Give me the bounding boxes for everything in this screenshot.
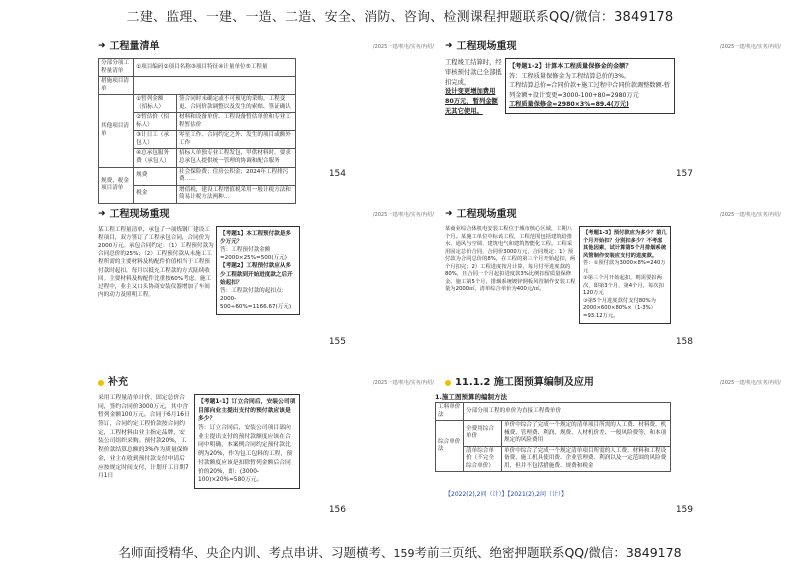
header-banner: 二建、监理、一建、一造、二造、安全、消防、咨询、检测课程押题联系QQ/微信：3849178: [126, 10, 674, 25]
answer-box: 【考题1-2】计算本工程质量保修金的金额？ 答：工程质量保修金为工程结算总价的3%。 工程结算总价=合同价款+施工过程中合同价款调整数额-暂列金额+设计变更=3000-100+80=2980万元 工程质量保修金=2980×3%=89.4(万元): [505, 58, 675, 114]
page-158-title: ➜ 工程现场重现: [445, 209, 517, 221]
page-158: [445, 208, 785, 348]
subsection-title: 1.施工图预算的编制方法: [435, 393, 507, 401]
answer-box: 【考题1-1】订立合同后，安装公司项目部向业主提出支付的预付款应该是多少？ 答：订立合同后，安装公司项目部向业主提出支付的预付款额度应该在合同中明确，本案例合同约定预付款比例为20%，作为包工包料的工程，预付款额度应该是扣除暂列金额后合同价的20%，即：(3000-100)×20%=580万元。: [194, 394, 300, 489]
page-156-title: 补充: [98, 376, 128, 390]
page-156: [98, 376, 438, 516]
page-number: 154: [328, 169, 346, 180]
running-head: /2025一建/机电/实务/冉绍/: [372, 212, 434, 218]
page-number: 157: [675, 169, 693, 180]
page-157-title: ➜ 工程现场重现: [445, 41, 517, 53]
answer-box: 【考题1-3】预付款应为多少？第几个月开始扣？分别扣多少？不考虑其他因素，试计算第5个月排烟系统风管制作安装应支付的进度款。 答：①预付款为3000×8%=240万元 ②第三个月开始起扣，则需要扣两次，即第3个月、第4个月，每次扣120万元 ③第5个月进度款付支付80%为2000×600×80%×（1-3%）=93.12万元。: [579, 226, 671, 324]
footer-banner: 名师面授精华、央企内训、考点串讲、习题横考、159考前三页纸、绝密押题联系QQ/微信：3849178: [118, 545, 682, 560]
scenario-text: 工程竣工结算时，经审核预付款已全部抵扣完成， 设计变更增加费用80万元，暂列金额无其它使用。: [445, 59, 502, 115]
arrow-icon: ➜: [98, 41, 106, 52]
exam-years: 【2022(2),2问（计）】【2021(2),2问（计）】: [445, 491, 567, 498]
page-159-title: 11.1.2 施工图预算编制及应用: [445, 376, 594, 390]
page-number: 158: [675, 337, 693, 348]
page-154-title: ➜ 工程量清单: [98, 41, 160, 53]
scenario-text: 某商业综合体机电安装工程位于城市核心区域，工期八个月。某施工单位中标该工程，工程范围包括建筑给排水、通风与空调、建筑电气和建筑智能化工程。工程采用固定总价合同，合同价3000万元，合同规定：1）预付款为合同总价的8%，在工程的第三个月开始起扣，两个月扣完；2）工程进度按月计算，每月付至进度款的80%，且合同一个月起扣进度款3%比例扣留质量保修金。施工第5个月，排烟系统镀锌钢板风管制作安装工程量为2000㎡，清单综合单价为400元/㎡。: [445, 226, 576, 293]
budget-method-table: 工料单价法 分部分项工程的单价为直接工程费单价 综合单价法 全费用综合单价 单价中综合了完成一个规定的清单项目所需的人工费、材料费、机械费、管理费、利润、规费、人材机价差、一般风险费等，和本项规定的风险费用 清单综合单价（不完全综合单价） 单价中综合了完成一个规定清单项目所需的人工费、材料和工程设备费、施工机具使用费、企业管理费、利润以及一定范围的风险费用，但并不包括措施费、规费和税金: [435, 402, 671, 472]
running-head: /2025一建/机电/实务/冉绍/: [372, 380, 434, 386]
page-number: 155: [328, 337, 346, 348]
bullet-icon: [98, 380, 104, 386]
bill-table: 分部分项工程量清单 ①项目编码②项目名称③项目特征④计量单位⑤工程量 措施项目清单 其他项目清单 ①暂列金额（招标人） 签合同时未确定或不可预见的采购。工程变更、合同价款调整以及发生的索赔、签证确认 ②暂估价（招标人） 材料和设备单价、工程设备暂估单价和专业工程暂估价 ③计日工（承包人） 零星工作、合同约定之外、发生的项目或额外工作 ④总承包服务费（承包人） 招标人单独专业工程发包，甲供材料时，要求总承包人提供统一管理的协调和配合服务 规费、税金项目清单 规费 社会保险费；住房公积金；2024年工程排污费…… 税金 增值税，建设工程增值税采用一般计税方法和简易计税方法两种…: [98, 58, 296, 204]
arrow-icon: ➜: [445, 209, 453, 220]
page-157: [445, 40, 785, 180]
arrow-icon: ➜: [445, 41, 453, 52]
page-154: [98, 40, 438, 201]
page-159: [435, 376, 785, 516]
arrow-icon: ➜: [98, 209, 106, 220]
scenario-text: 某工程工程量清单，承包了一项炼钢厂建设工程项目，双方签订了工程承包合同，合同价为2000万元。承包合同约定：（1）工程预付款为合同总价的25%；（2）工程预付款从未施工工程所需的主要材料及构配件价值相当于工程预付款时起扣，每月以抵充工程款的方式陆续收回。主要材料及构配件比重按60%考虑。施工过程中，业主又口头协商安装仪器增加了车间内的动力及照明工程。: [98, 227, 214, 298]
scenario-text: 采用工程量清单计价，固定总价合同，签约合同价3000万元，其中含暂列金额100万元。合同于6月16日签订，合同约定工程价款按合同约定，工程材料由业主指定品牌，安装公司组织采购。预付款20%，工程价款结算总额的3%作为质量保修金，业主在收到预付款支付申请后应按规定时间支付，计划开工日期7月1日: [98, 395, 190, 480]
page-number: 156: [328, 505, 346, 516]
page-number: 159: [675, 505, 693, 516]
running-head: /2025一建/机电/实务/冉绍/: [372, 44, 434, 50]
bullet-icon: [445, 380, 451, 386]
answer-box: 【考题1】本工程预付款是多少万元？ 答：工程预付款金额=2000×25%=500(万元) 【考题2】工程预付款应从多少工程款到开始进度款之后开始起扣？ 答：工程款付款的起扣点：2000-500÷60%=1166.67(万元): [216, 226, 300, 315]
footer-page-number: 159: [393, 547, 415, 560]
running-head: /2025一建/机电/实务/冉绍/: [719, 380, 781, 386]
page-155-title: ➜ 工程现场重现: [98, 209, 170, 221]
running-head: /2025一建/机电/实务/冉绍/: [719, 44, 781, 50]
running-head: /2025一建/机电/实务/冉绍/: [719, 212, 781, 218]
page-155: [98, 208, 438, 348]
